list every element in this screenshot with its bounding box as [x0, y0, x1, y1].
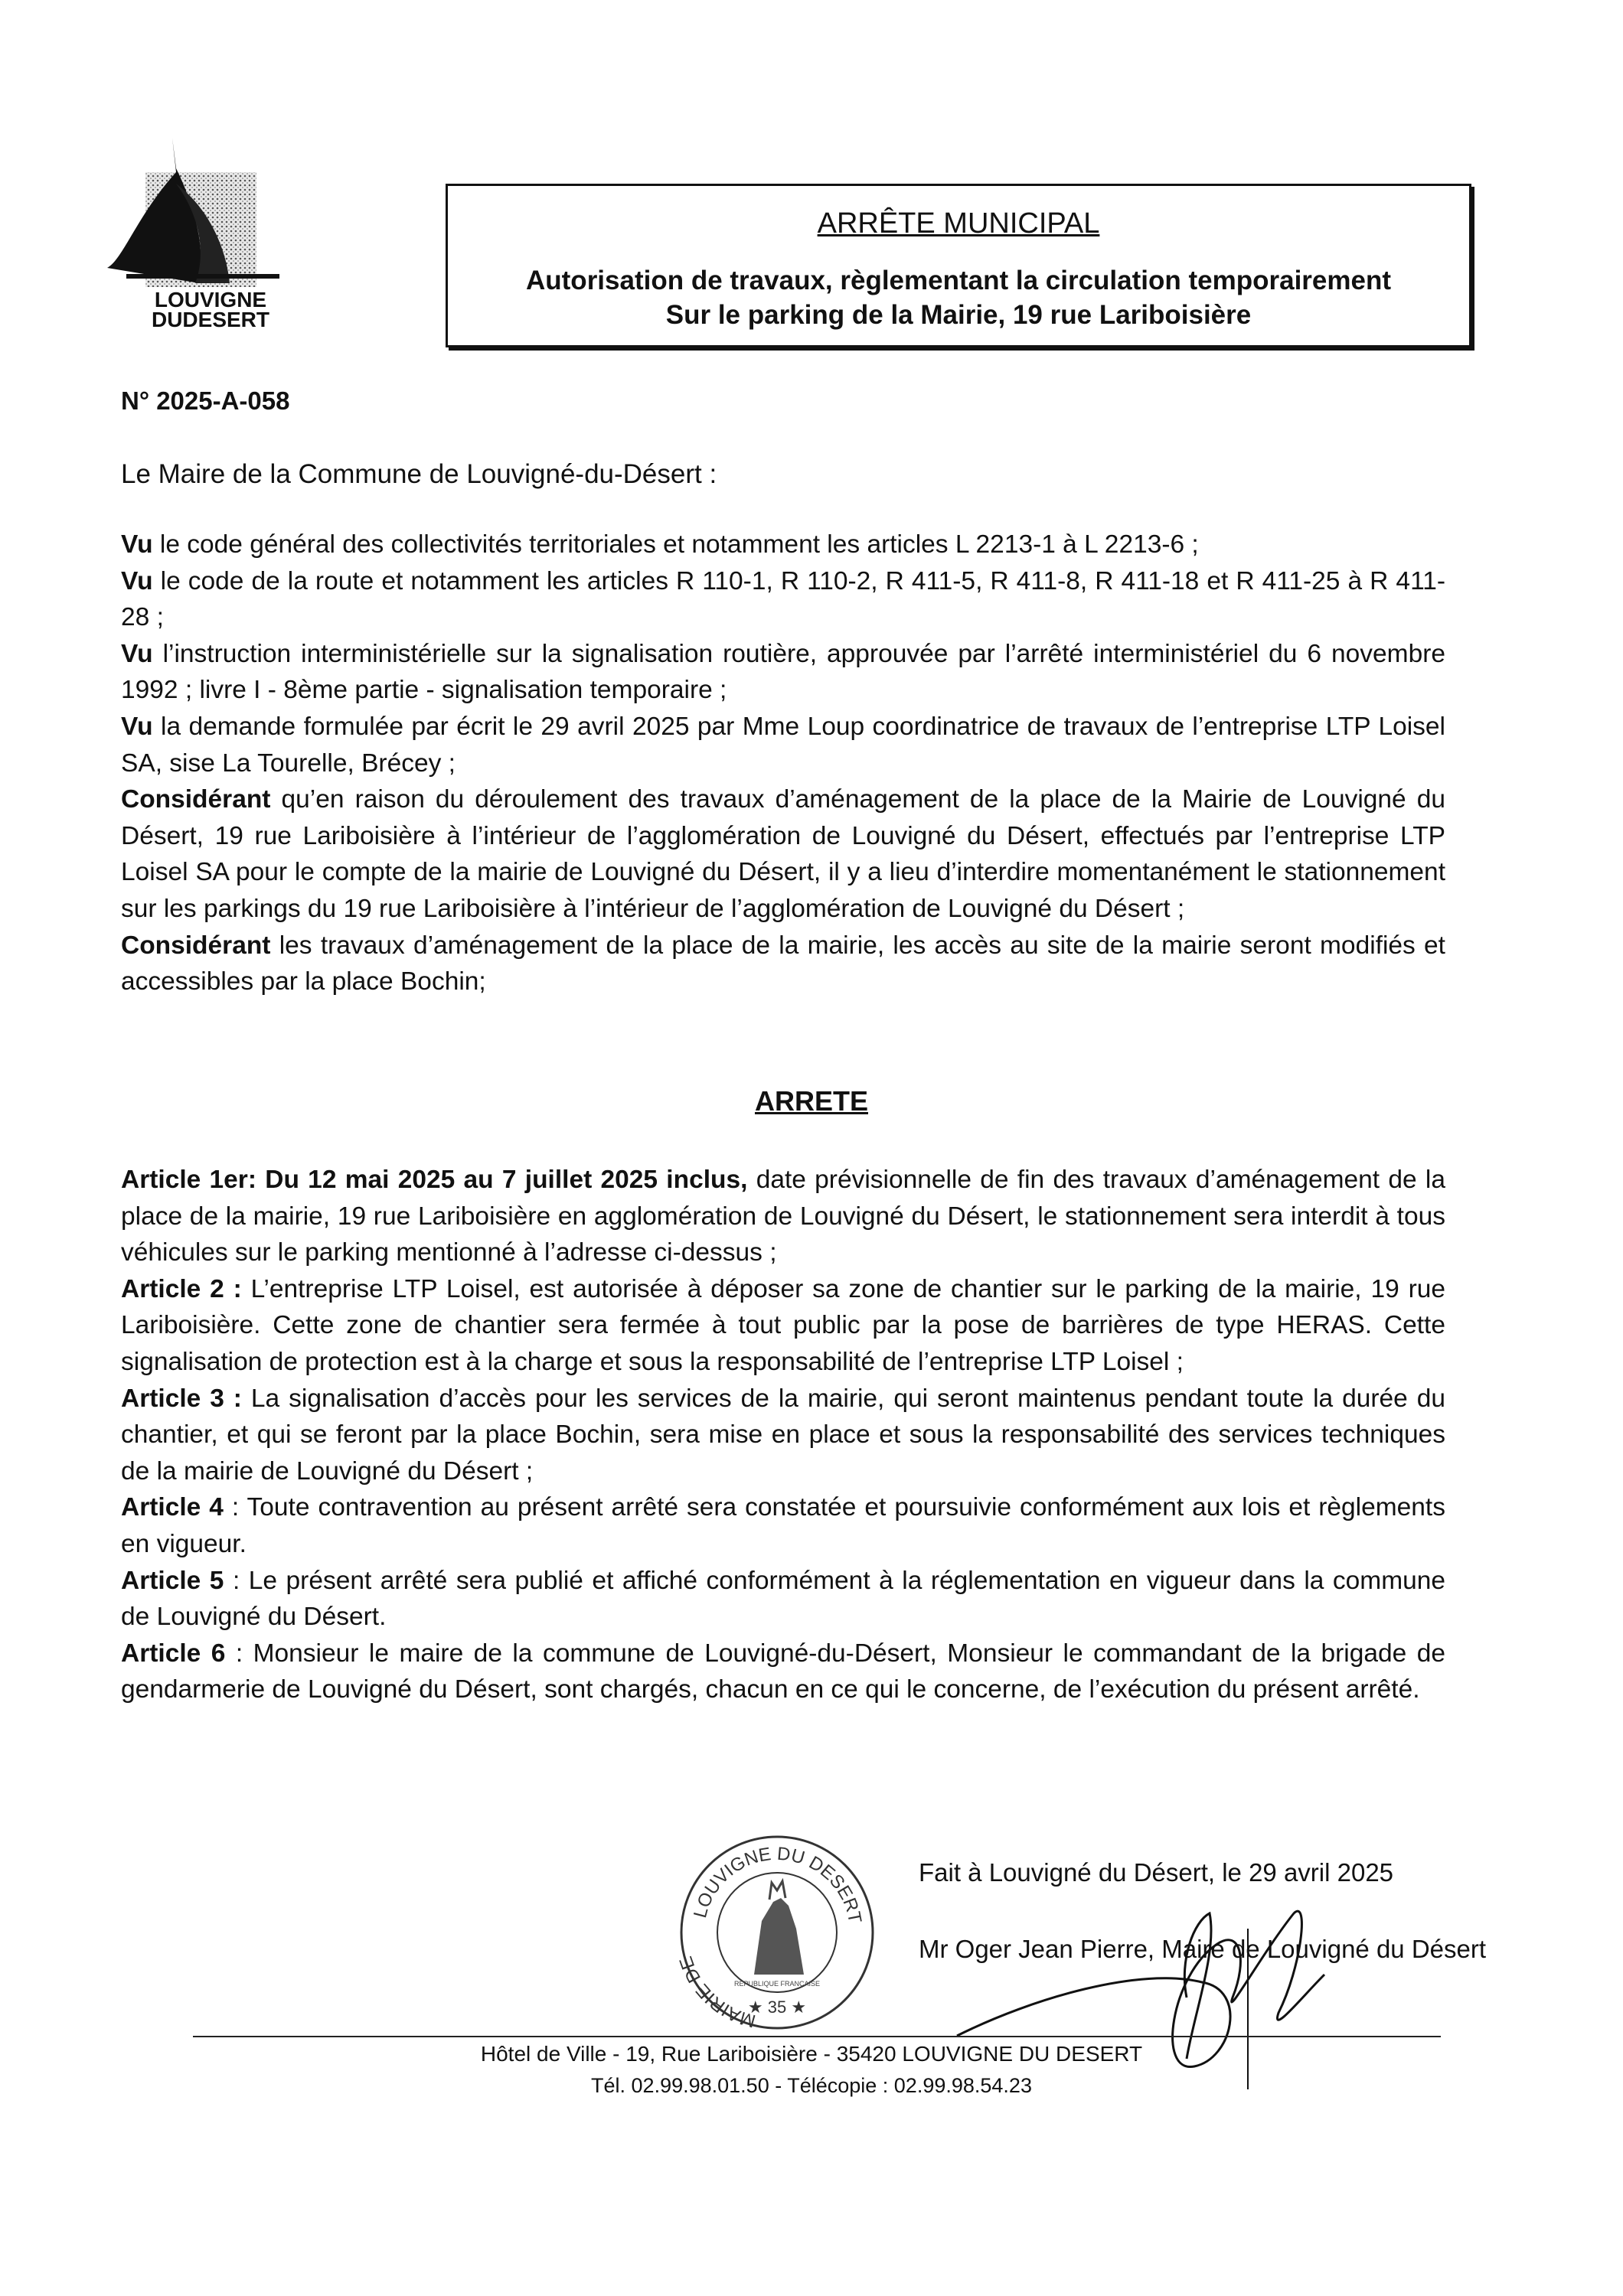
visa-paragraph: Vu le code général des collectivités territoriales et notamment les articles L 2213-1 à L 2213-6 ;	[121, 530, 1199, 559]
mairie-stamp	[674, 1829, 880, 2036]
article-4: Article 4 : Toute contravention au présent arrêté sera constatée et poursuivie conformément aux lois et règlements en vigueur.	[121, 1493, 1445, 1558]
subject-line-2: Sur le parking de la Mairie, 19 rue Lariboisière	[665, 300, 1252, 330]
subject-line-1: Autorisation de travaux, règlementant la circulation temporairement	[526, 266, 1391, 295]
articles-section	[121, 1162, 1445, 1708]
document-type: ARRÊTE MUNICIPAL	[817, 207, 1100, 240]
visas-section	[121, 527, 1445, 1000]
stamp-inner-text: RÉPUBLIQUE FRANÇAISE	[733, 1980, 821, 1988]
stamp-left-text: MAIRIE DE	[675, 1953, 758, 2032]
title-box	[446, 184, 1471, 347]
logo-sail-left	[107, 138, 201, 283]
article-3: Article 3 : La signalisation d’accès pour les services de la mairie, qui seront maintenus pendant toute la durée du chantier, et qui se feront par la place Bochin, sera mise en place et sous la responsabilité des services techniques de la mairie de Louvigné du Désert ;	[121, 1384, 1445, 1486]
stamp-bottom-text: ★ 35 ★	[747, 1998, 807, 2017]
footer-rule	[193, 2036, 1441, 2037]
footer-phone: Tél. 02.99.98.01.50 - Télécopie : 02.99.98.54.23	[591, 2074, 1032, 2097]
logo-line-2: DUDESERT	[151, 308, 269, 331]
considerant-paragraph: Considérant qu’en raison du déroulement des travaux d’aménagement de la place de la Mairie de Louvigné du Désert, 19 rue Lariboisière à l’intérieur de l’agglomération de Louvigné du Désert, effectués par l’entreprise LTP Loisel SA pour le compte de la mairie de Louvigné du Désert, il y a lieu d’interdire momentanément le stationnement sur les parkings du 19 rue Lariboisière à l’intérieur de l’agglomération de Louvigné du Désert ;	[121, 785, 1445, 923]
logo-line-1: LOUVIGNE	[154, 288, 267, 311]
footer-address: Hôtel de Ville - 19, Rue Lariboisière - 35420 LOUVIGNE DU DESERT	[480, 2042, 1143, 2066]
intro-line: Le Maire de la Commune de Louvigné-du-Désert :	[121, 459, 717, 489]
article-2: Article 2 : L’entreprise LTP Loisel, est autorisée à déposer sa zone de chantier sur le parking de la mairie, 19 rue Lariboisière. Cette zone de chantier sera fermée à tout public par la pose de barrières de type HERAS. Cette signalisation de protection est à la charge et sous la responsabilité de l’entreprise LTP Loisel ;	[121, 1274, 1446, 1376]
signatory-name: Mr Oger Jean Pierre, Maire de Louvigné du Désert	[919, 1935, 1487, 1963]
document-subject	[448, 263, 1469, 332]
place-and-date: Fait à Louvigné du Désert, le 29 avril 2025	[919, 1858, 1394, 1887]
arrete-heading: ARRETE	[754, 1085, 868, 1117]
article-5: Article 5 : Le présent arrêté sera publié et affiché conformément à la réglementation en vigueur dans la commune de Louvigné du Désert.	[121, 1566, 1446, 1632]
visa-paragraph: Vu le code de la route et notamment les articles R 110-1, R 110-2, R 411-5, R 411-8, R 411-18 et R 411-25 à R 411-28 ;	[121, 566, 1445, 632]
article-6: Article 6 : Monsieur le maire de la commune de Louvigné-du-Désert, Monsieur le commandant de la brigade de gendarmerie de Louvigné du Désert, sont chargés, chacun en ce qui le concerne, de l’exécution du présent arrêté.	[121, 1639, 1445, 1704]
considerant-paragraph: Considérant les travaux d’aménagement de la place de la mairie, les accès au site de la mairie seront modifiés et accessibles par la place Bochin;	[121, 931, 1445, 996]
article-1: Article 1er: Du 12 mai 2025 au 7 juillet 2025 inclus, date prévisionnelle de fin des travaux d’aménagement de la place de la mairie, 19 rue Lariboisière en agglomération de Louvigné du Désert, le stationnement sera interdit à tous véhicules sur le parking mentionné à l’adresse ci-dessus ;	[121, 1166, 1445, 1267]
visa-paragraph: Vu la demande formulée par écrit le 29 avril 2025 par Mme Loup coordinatrice de travaux de l’entreprise LTP Loisel SA, sise La Tourelle, Brécey ;	[121, 712, 1445, 778]
stamp-top-text: LOUVIGNE DU DESERT	[690, 1843, 866, 1926]
decree-number: N° 2025-A-058	[121, 386, 290, 415]
visa-paragraph: Vu l’instruction interministérielle sur la signalisation routière, approuvée par l’arrêté interministériel du 6 novembre 1992 ; livre I - 8ème partie - signalisation temporaire ;	[121, 639, 1445, 705]
marianne-emblem	[754, 1898, 804, 1975]
